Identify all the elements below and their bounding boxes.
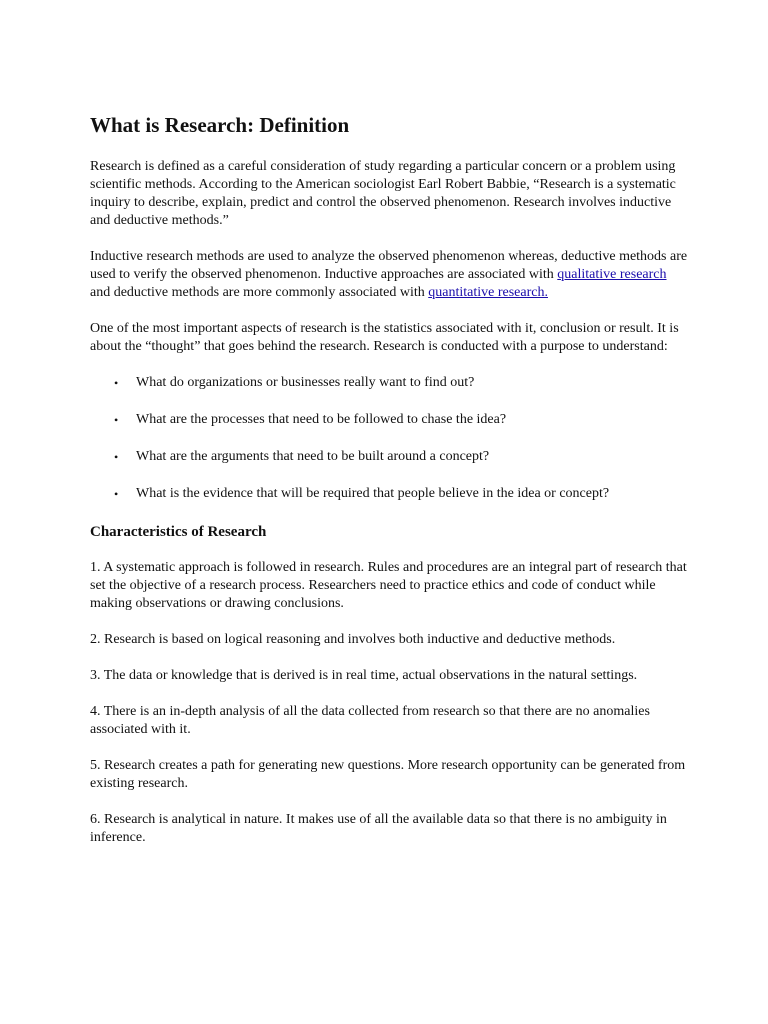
list-item-text: What are the arguments that need to be built around a concept? [136, 449, 490, 464]
intro-paragraph-1: Research is defined as a careful consideration of study regarding a particular concern or a problem using scientific methods. According to the American sociologist Earl Robert Babbie, “Research is a systematic inquiry to describe, explain, predict and control the observed phenomenon. Research involves inductive and deductive methods.” [90, 159, 676, 228]
list-item [90, 448, 690, 466]
bullet-icon: • [114, 450, 119, 464]
list-item-text: What is the evidence that will be required that people believe in the idea or concept? [136, 486, 610, 501]
characteristic-paragraph: 2. Research is based on logical reasoning and involves both inductive and deductive methods. [90, 632, 616, 647]
list-item [90, 374, 690, 392]
list-item [90, 485, 690, 503]
list-item-text: What are the processes that need to be followed to chase the idea? [136, 412, 507, 427]
page-title: What is Research: Definition [90, 113, 350, 137]
intro-paragraph-3: One of the most important aspects of research is the statistics associated with it, conclusion or result. It is about the “thought” that goes behind the research. Research is conducted with a purpose to understand: [90, 321, 679, 354]
characteristic-paragraph: 4. There is an in-depth analysis of all the data collected from research so that there are no anomalies associated with it. [90, 704, 650, 737]
bullet-icon: • [114, 413, 119, 427]
qualitative-research-link[interactable]: qualitative research [557, 267, 667, 282]
document-page [90, 112, 690, 865]
characteristic-paragraph: 1. A systematic approach is followed in research. Rules and procedures are an integral part of research that set the objective of a research process. Researchers need to practice ethics and code of conduct while making observations or drawing conclusions. [90, 560, 687, 611]
section-heading: Characteristics of Research [90, 524, 267, 540]
characteristic-paragraph: 3. The data or knowledge that is derived is in real time, actual observations in the natural settings. [90, 668, 638, 683]
characteristic-paragraph: 6. Research is analytical in nature. It makes use of all the available data so that there is no ambiguity in inference. [90, 812, 667, 845]
bullet-icon: • [114, 487, 119, 501]
quantitative-research-link[interactable]: quantitative research. [428, 285, 548, 300]
intro-paragraph-2 [90, 248, 690, 302]
bullet-icon: • [114, 376, 119, 390]
intro-paragraph-2-text-b: and deductive methods are more commonly associated with [90, 285, 429, 300]
list-item-text: What do organizations or businesses really want to find out? [136, 375, 475, 390]
characteristic-paragraph: 5. Research creates a path for generating new questions. More research opportunity can be generated from existing research. [90, 758, 686, 791]
intro-paragraph-2-text-a: Inductive research methods are used to analyze the observed phenomenon whereas, deductive methods are used to verify the observed phenomenon. Inductive approaches are associated with [90, 249, 688, 282]
purpose-list [90, 374, 690, 503]
list-item [90, 411, 690, 429]
